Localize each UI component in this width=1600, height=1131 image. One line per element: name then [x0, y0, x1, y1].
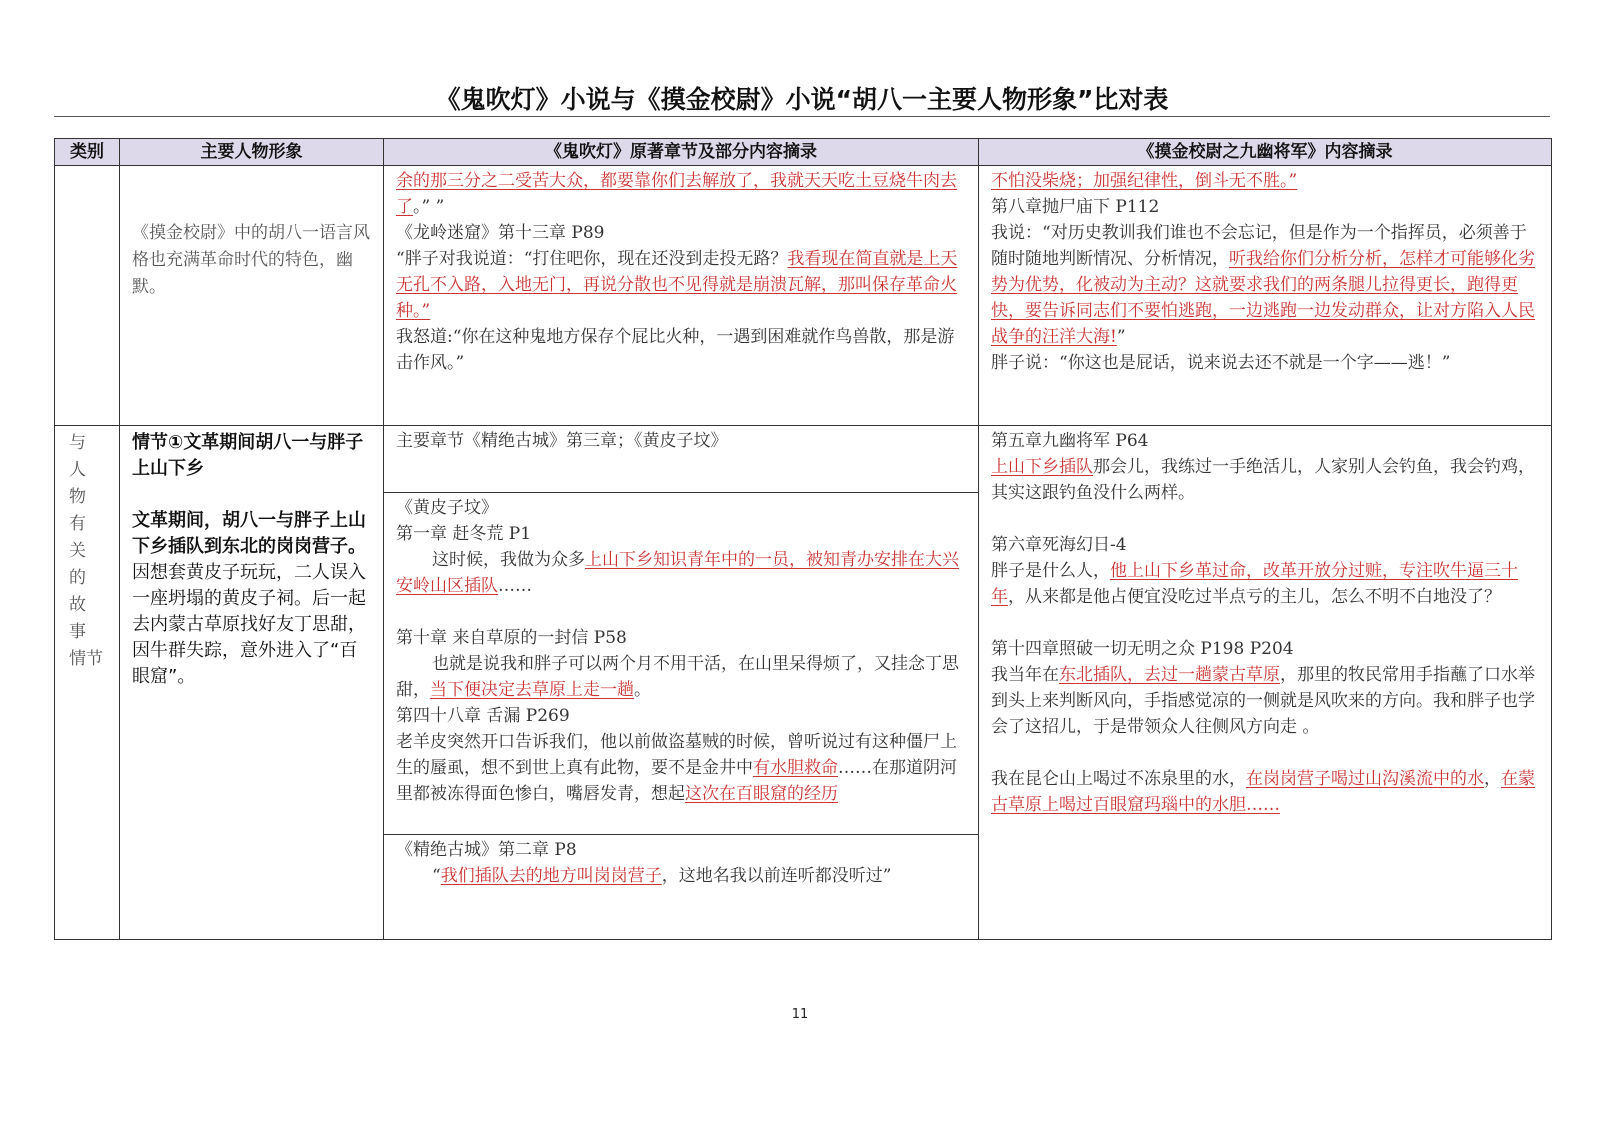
book-title: 《黄皮子坟》 [396, 498, 498, 518]
quote-text: 胖子说：“你这也是屁话，说来说去还不就是一个字——逃！” [991, 353, 1451, 373]
chapter-ref: 《龙岭迷窟》第十三章 P89 [396, 223, 605, 243]
mjxw-excerpt-cell [979, 426, 1552, 940]
underlined-quote: 在蒙古草原上喝过百眼窟玛瑙中的水胆…… [991, 769, 1535, 815]
quote-text: 我在昆仑山上喝过不冻泉里的水， [991, 769, 1246, 789]
category-char: 有 [69, 514, 98, 534]
quote-text: 也就是说我和胖子可以两个月不用干活，在山里呆得烦了，又挂念丁思甜， [396, 654, 959, 700]
quote-tail: 。” ” [413, 197, 445, 217]
underlined-quote: 我看现在简直就是上天无孔不入路，入地无门，再说分散也不见得就是崩溃瓦解，那叫保存革命火种。” [396, 249, 958, 321]
underlined-quote: 上山下乡知识青年中的一员，被知青办安排在大兴安岭山区插队 [396, 550, 959, 596]
header-image: 主要人物形象 [120, 139, 384, 166]
comparison-table [54, 138, 1552, 940]
underlined-quote: 听我给你们分析分析，怎样才可能够化劣势为优势，化被动为主动？这就要求我们的两条腿儿拉得更长，跑得更快，要告诉同志们不要怕逃跑，一边逃跑一边发动群众，让对方陷入人民战争的汪洋大海! [991, 249, 1535, 347]
category-char: 事 [69, 622, 98, 642]
quote-text: ……在那道阴河里都被冻得面色惨白，嘴唇发青，想起 [396, 758, 957, 804]
mjxw-excerpt-cell [979, 166, 1552, 426]
quote-tail: ” [1116, 327, 1126, 347]
table-row [55, 166, 1552, 426]
underlined-quote: 我们插队去的地方叫岗岗营子 [440, 866, 662, 886]
chapter-ref: 第一章 赶冬荒 P1 [396, 524, 532, 544]
category-char: 物 [69, 487, 98, 507]
chapter-ref: 第十章 来自草原的一封信 P58 [396, 628, 627, 648]
book-title: 《精绝古城》第二章 P8 [396, 840, 577, 860]
image-cell [120, 166, 384, 426]
quote-tail: 那会儿，我练过一手绝活儿，人家别人会钓鱼，我会钓鸡，其实这跟钓鱼没什么两样。 [991, 457, 1535, 503]
page-title: 《鬼吹灯》小说与《摸金校尉》小说“胡八一主要人物形象”比对表 [435, 85, 1169, 114]
underlined-quote: 不怕没柴烧；加强纪律性，倒斗无不胜。” [991, 171, 1298, 191]
quote-text: “ [432, 866, 441, 886]
quote-text: ， [1484, 769, 1501, 789]
table-row [55, 426, 1552, 940]
category-char: 的 [69, 568, 98, 588]
gcd-excerpt-cell [384, 426, 979, 940]
gcd-excerpt-cell [384, 166, 979, 426]
character-image-text: 《摸金校尉》中的胡八一语言风格也充满革命时代的特色，幽默。 [132, 223, 370, 297]
plot-cell [120, 426, 384, 940]
quote-text: 老羊皮突然开口告诉我们，他以前做盗墓贼的时候，曾听说过有这种僵尸上生的蜃虱，想不到世上真有此物，要不是金井中 [396, 732, 957, 778]
quote-tail: …… [498, 576, 532, 596]
category-char: 故 [69, 595, 98, 615]
header-row [55, 139, 1552, 166]
page-number: 11 [791, 1007, 809, 1022]
category-char: 人 [69, 460, 98, 480]
quote-text: 我当年在 [991, 665, 1059, 685]
chapter-ref: 第五章九幽将军 P64 [991, 431, 1149, 451]
underlined-quote: 在岗岗营子喝过山沟溪流中的水 [1246, 769, 1484, 789]
chapter-ref: 第六章死海幻日-4 [991, 535, 1127, 555]
underlined-quote: 东北插队，去过一趟蒙古草原 [1059, 665, 1280, 685]
category-char: 情 [69, 649, 86, 669]
title-divider [54, 116, 1550, 117]
header-mjxw: 《摸金校尉之九幽将军》内容摘录 [979, 139, 1552, 166]
quote-tail: ，那里的牧民常用手指蘸了口水举到头上来判断风向，手指感觉凉的一侧就是风吹来的方向。我和胖子也学会了这招儿，于是带领众人往侧风方向走 。 [991, 665, 1535, 737]
quote-text: 胖子是什么人， [991, 561, 1110, 581]
category-cell [55, 426, 120, 940]
chapter-ref: 第四十八章 舌漏 P269 [396, 706, 570, 726]
quote-text: 这时候，我做为众多 [432, 550, 585, 570]
main-chapters [384, 426, 978, 493]
quote-tail: ，从来都是他占便宜没吃过半点亏的主儿，怎么不明不白地没了？ [1008, 587, 1501, 607]
underlined-quote: 有水胆救命 [753, 758, 838, 778]
underlined-quote: 余的那三分之二受苦大众，都要靠你们去解放了，我就天天吃土豆烧牛肉去了 [396, 171, 957, 217]
quote-text: 我怒道:“你在这种鬼地方保存个屁比火种，一遇到困难就作鸟兽散，那是游击作风。” [396, 327, 955, 373]
category-char: 与 [69, 433, 98, 453]
quote-text: “胖子对我说道：“打住吧你，现在还没到走投无路？ [396, 249, 788, 269]
underlined-quote: 当下便决定去草原上走一趟 [430, 680, 634, 700]
quote-tail: 。 [634, 680, 651, 700]
header-gcd: 《鬼吹灯》原著章节及部分内容摘录 [384, 139, 979, 166]
chapter-ref: 第八章抛尸庙下 P112 [991, 197, 1160, 217]
underlined-quote: 上山下乡插队 [991, 457, 1093, 477]
plot-heading: 情节①文革期间胡八一与胖子上山下乡 [132, 432, 364, 479]
chapter-ref: 第十四章照破一切无明之众 P198 P204 [991, 639, 1294, 659]
category-char: 关 [69, 541, 98, 561]
category-char: 节 [86, 649, 103, 669]
quote-tail: ，这地名我以前连听都没听过” [661, 866, 892, 886]
category-cell [55, 166, 120, 426]
underlined-quote: 这次在百眼窟的经历 [685, 784, 838, 804]
quote-text: 我说：“对历史教训我们谁也不会忘记，但是作为一个指挥员，必须善于随时随地判断情况、分析情况， [991, 223, 1527, 269]
plot-body: 文革期间，胡八一与胖子上山下乡插队到东北的岗岗营子。 [132, 510, 366, 557]
main-chapters-text: 主要章节《精绝古城》第三章；《黄皮子坟》 [396, 431, 728, 451]
underlined-quote: 他上山下乡革过命，改革开放分过赃，专注吹牛逼三十年 [991, 561, 1518, 607]
header-category: 类别 [55, 139, 120, 166]
plot-body: 因想套黄皮子玩玩，二人误入一座坍塌的黄皮子祠。后一起去内蒙古草原找好友丁思甜，因牛群失踪，意外进入了“百眼窟”。 [132, 562, 366, 687]
